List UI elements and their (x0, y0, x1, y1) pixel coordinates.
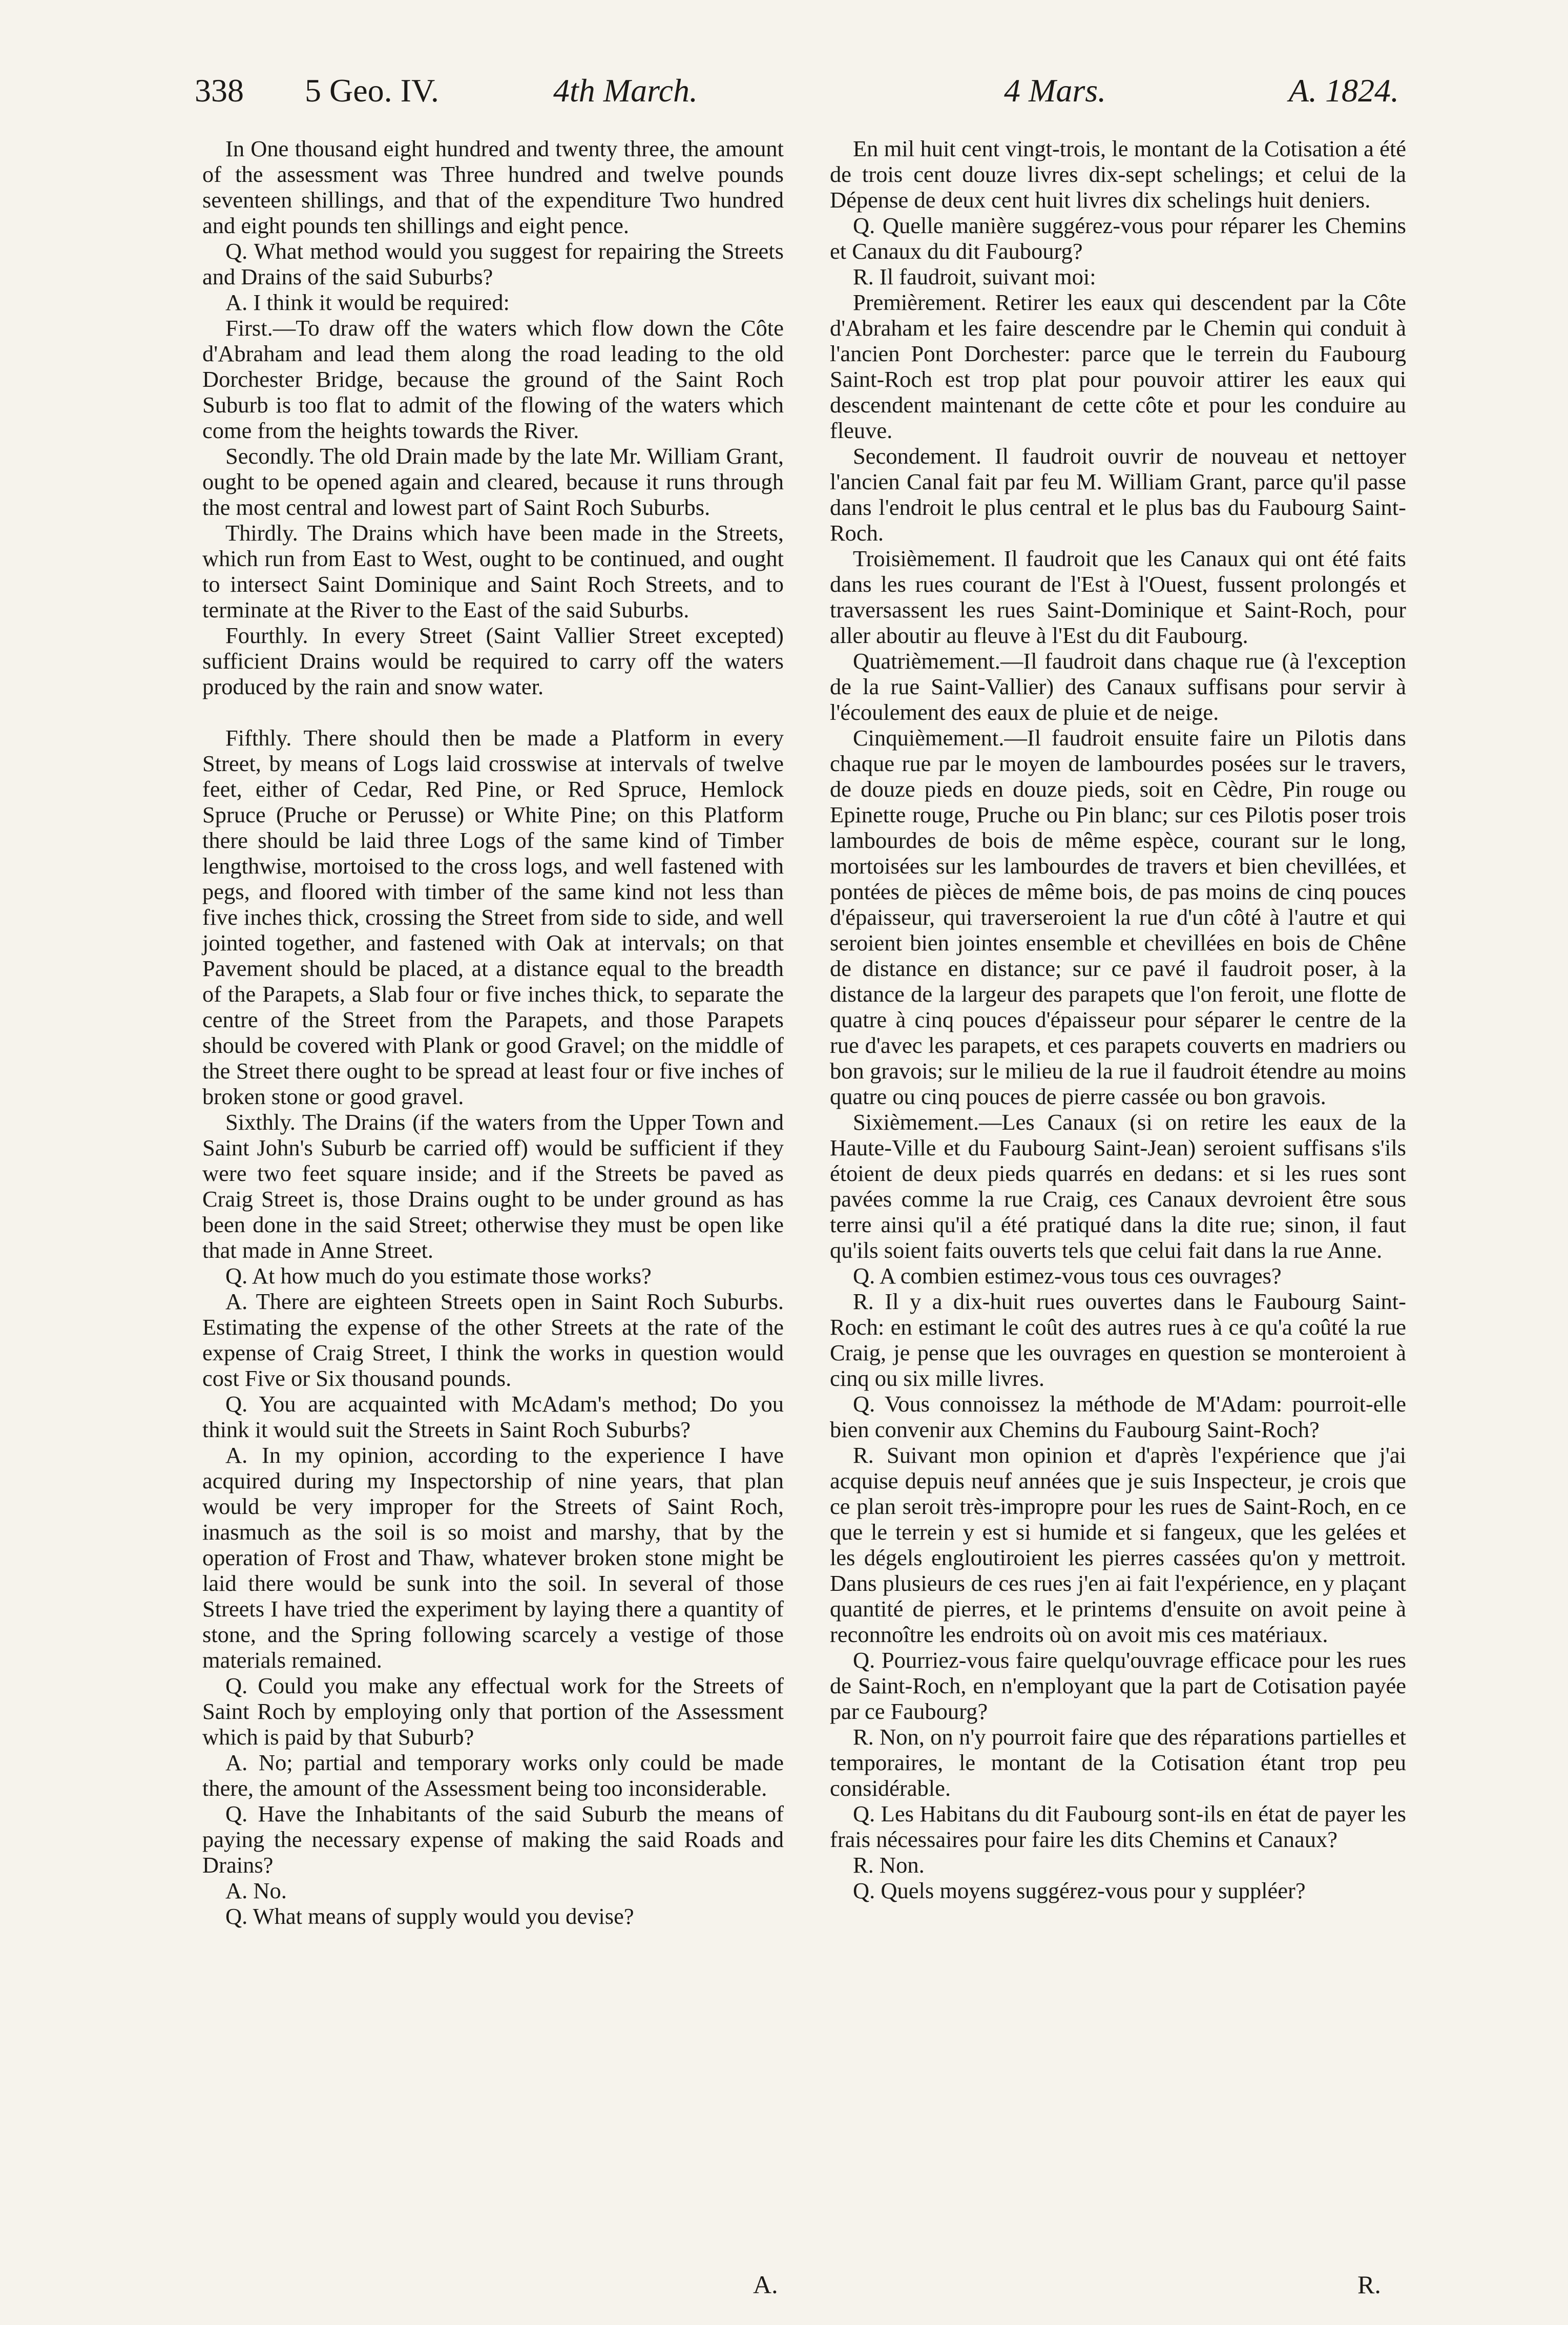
year: A. 1824. (1288, 72, 1399, 109)
question: Q. What method would you suggest for repairing the Streets and Drains of the said Suburbs? (202, 238, 784, 289)
question: Q. A combien estimez-vous tous ces ouvrages? (853, 1263, 1282, 1289)
regnal-year: 5 Geo. IV. (305, 72, 439, 109)
paragraph: Sixièmement.—Les Canaux (si on retire les eaux de la Haute-Ville et du Faubourg Saint-Jean) seroient suffisans s'ils étoient de deux pieds quarrés en dedans: et si les rues sont pavées comme la rue Craig, ces Canaux devroient être sous terre ainsi qu'il a été pratiqué dans la dite rue; sinon, il faut qu'ils soient faits ouverts tels que celui fait dans la rue Anne. (830, 1109, 1406, 1263)
catchword-french: R. (1357, 2270, 1381, 2299)
answer: R. Suivant mon opinion et d'après l'expérience que j'ai acquise depuis neuf années que je suis Inspecteur, je crois que ce plan seroit très-impropre pour les rues de Saint-Roch, en ce que le terrein y est si humide et si fangeux, que les gelées et les dégels engloutiroient les pierres cassées qu'on y mettroit. Dans plusieurs de ces rues j'en ai fait l'expérience, en y plaçant quantité de pierres, et le printems d'ensuite on avoit peine à reconnoître les endroits où on avoit mis ces matériaux. (830, 1442, 1406, 1647)
question: Q. Pourriez-vous faire quelqu'ouvrage efficace pour les rues de Saint-Roch, en n'employant que la part de Cotisation payée par ce Faubourg? (830, 1647, 1406, 1724)
english-column (202, 136, 784, 1929)
paragraph: Sixthly. The Drains (if the waters from the Upper Town and Saint John's Suburb be carried off) would be sufficient if they were two feet square inside; and if the Streets be paved as Craig Street is, those Drains ought to be under ground as has been done in the said Street; otherwise they must be open like that made in Anne Street. (202, 1109, 784, 1263)
answer: A. In my opinion, according to the experience I have acquired during my Inspectorship of nine years, that plan would be very improper for the Streets of Saint Roch, inasmuch as the soil is so moist and marshy, that by the operation of Frost and Thaw, whatever broken stone might be laid there would be sunk into the soil. In several of those Streets I have tried the experiment by laying there a quantity of stone, and the Spring following scarcely a vestige of those materials remained. (202, 1442, 784, 1673)
question: Q. You are acquainted with McAdam's method; Do you think it would suit the Streets in Saint Roch Suburbs? (202, 1391, 784, 1442)
paragraph: Fifthly. There should then be made a Platform in every Street, by means of Logs laid crosswise at intervals of twelve feet, either of Cedar, Red Pine, or Red Spruce, Hemlock Spruce (Pruche or Perusse) or White Pine; on this Platform there should be laid three Logs of the same kind of Timber lengthwise, mortoised to the cross logs, and well fastened with pegs, and floored with timber of the same kind not less than five inches thick, crossing the Street from side to side, and well jointed together, and fastened with Oak at intervals; on that Pavement should be placed, at a distance equal to the breadth of the Parapets, a Slab four or five inches thick, to separate the centre of the Street from the Parapets, and those Parapets should be covered with Plank or good Gravel; on the middle of the Street there ought to be spread at least four or five inches of broken stone or good gravel. (202, 725, 784, 1109)
answer: R. Il faudroit, suivant moi: (853, 264, 1096, 289)
paragraph: Secondly. The old Drain made by the late Mr. William Grant, ought to be opened again and cleared, because it runs through the most central and lowest part of Saint Roch Suburbs. (202, 443, 784, 520)
page-number: 338 (195, 72, 244, 109)
paragraph: Secondement. Il faudroit ouvrir de nouveau et nettoyer l'ancien Canal fait par feu M. William Grant, parce qu'il passe dans l'endroit le plus central et le plus bas du Faubourg Saint-Roch. (830, 443, 1406, 546)
answer: R. Il y a dix-huit rues ouvertes dans le Faubourg Saint-Roch: en estimant le coût des autres rues à ce qu'a coûté la rue Craig, je pense que les ouvrages en question se monteroient à cinq ou six mille livres. (830, 1289, 1406, 1391)
answer: R. Non, on n'y pourroit faire que des réparations partielles et temporaires, le montant de la Cotisation étant trop peu considérable. (830, 1724, 1406, 1801)
question: Q. Quels moyens suggérez-vous pour y suppléer? (853, 1878, 1306, 1903)
paragraph: First.—To draw off the waters which flow down the Côte d'Abraham and lead them along the road leading to the old Dorchester Bridge, because the ground of the Saint Roch Suburb is too flat to admit of the flowing of the waters which come from the heights towards the River. (202, 315, 784, 443)
question: Q. Les Habitans du dit Faubourg sont-ils en état de payer les frais nécessaires pour faire les dits Chemins et Canaux? (830, 1801, 1406, 1852)
question: Q. Quelle manière suggérez-vous pour réparer les Chemins et Canaux du dit Faubourg? (830, 213, 1406, 264)
french-column (830, 136, 1406, 1903)
paragraph: Fourthly. In every Street (Saint Vallier Street excepted) sufficient Drains would be required to carry off the waters produced by the rain and snow water. (202, 622, 784, 699)
question: Q. At how much do you estimate those works? (225, 1263, 652, 1289)
question: Q. What means of supply would you devise? (225, 1903, 634, 1929)
question: Q. Have the Inhabitants of the said Suburb the means of paying the necessary expense of making the said Roads and Drains? (202, 1801, 784, 1878)
paragraph: En mil huit cent vingt-trois, le montant de la Cotisation a été de trois cent douze livres dix-sept schelings; et celui de la Dépense de deux cent huit livres dix schelings huit deniers. (830, 136, 1406, 213)
date-english: 4th March. (553, 72, 698, 109)
catchword-english: A. (753, 2270, 778, 2299)
answer: A. No; partial and temporary works only could be made there, the amount of the Assessment being too inconsiderable. (202, 1750, 784, 1801)
question: Q. Vous connoissez la méthode de M'Adam: pourroit-elle bien convenir aux Chemins du Faubourg Saint-Roch? (830, 1391, 1406, 1442)
paragraph: Troisièmement. Il faudroit que les Canaux qui ont été faits dans les rues courant de l'Est à l'Ouest, fussent prolongés et traversassent les rues Saint-Dominique et Saint-Roch, pour aller aboutir au fleuve à l'Est du dit Faubourg. (830, 546, 1406, 648)
answer: R. Non. (853, 1852, 925, 1878)
paragraph: Thirdly. The Drains which have been made in the Streets, which run from East to West, ought to be continued, and ought to intersect Saint Dominique and Saint Roch Streets, and to terminate at the River to the East of the said Suburbs. (202, 520, 784, 622)
question: Q. Could you make any effectual work for the Streets of Saint Roch by employing only that portion of the Assessment which is paid by that Suburb? (202, 1673, 784, 1750)
paragraph: Quatrièmement.—Il faudroit dans chaque rue (à l'exception de la rue Saint-Vallier) des Canaux suffisans pour servir à l'écoulement des eaux de pluie et de neige. (830, 648, 1406, 725)
paragraph: Cinquièmement.—Il faudroit ensuite faire un Pilotis dans chaque rue par le moyen de lambourdes posées sur le travers, de douze pieds en douze pieds, soit en Cèdre, Pin rouge ou Epinette rouge, Pruche ou Pin blanc; sur ces Pilotis poser trois lambourdes de bois de même espèce, courant sur le long, mortoisées sur les lambourdes de travers et bien chevillées, et pontées de pièces de même bois, de pas moins de cinq pouces d'épaisseur, qui traverseroient la rue d'un côté à l'autre et qui seroient bien jointes ensemble et chevillées en bois de Chêne de distance en distance; sur ce pavé il faudroit poser, à la distance de la largeur des parapets que l'on feroit, une flotte de quatre à cinq pouces d'épaisseur pour séparer le centre de la rue d'avec les parapets, et ces parapets couverts en madriers ou bon gravois; sur le milieu de la rue il faudroit étendre au moins quatre ou cinq pouces de pierre cassée ou bon gravois. (830, 725, 1406, 1109)
answer: A. No. (225, 1878, 287, 1903)
paragraph: Premièrement. Retirer les eaux qui descendent par la Côte d'Abraham et les faire descendre par le Chemin qui conduit à l'ancien Pont Dorchester: parce que le terrein du Faubourg Saint-Roch est trop plat pour pouvoir attirer les eaux qui descendent maintenant de cette côte et pour les conduire au fleuve. (830, 289, 1406, 443)
answer: A. There are eighteen Streets open in Saint Roch Suburbs. Estimating the expense of the other Streets at the rate of the expense of Craig Street, I think the works in question would cost Five or Six thousand pounds. (202, 1289, 784, 1391)
date-french: 4 Mars. (1004, 72, 1106, 109)
answer: A. I think it would be required: (225, 289, 510, 315)
running-header (195, 72, 1399, 128)
paragraph: In One thousand eight hundred and twenty three, the amount of the assessment was Three hundred and twelve pounds seventeen shillings, and that of the expenditure Two hundred and eight pounds ten shillings and eight pence. (202, 136, 784, 238)
